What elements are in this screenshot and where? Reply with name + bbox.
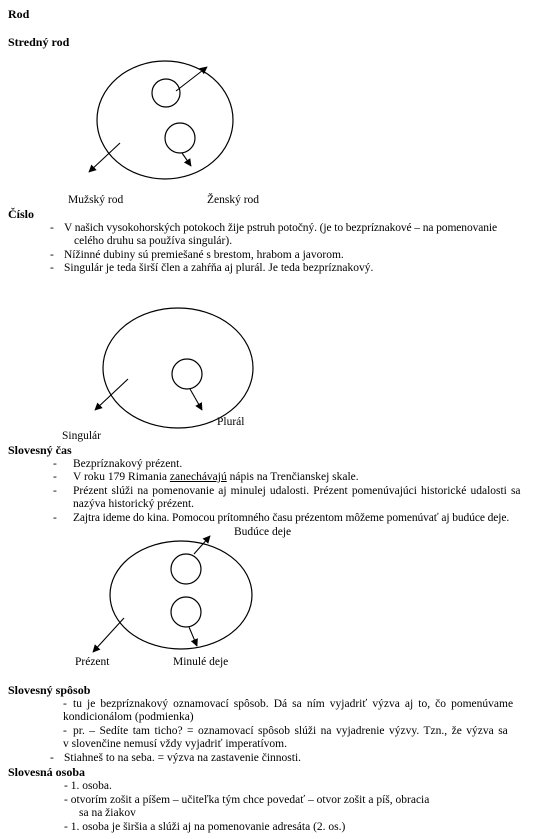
inner-circle-plural	[172, 359, 202, 389]
bullet-dash: -	[63, 698, 67, 710]
list-item: - otvorím zošit a píšem – učiteľka tým chce povedať – otvor zošit a píš, obracia	[64, 794, 430, 806]
list-item-text: V našich vysokohorských potokoch žije pstruh potočný. (je to bezpríznakové – na pomenovanie	[64, 222, 498, 234]
list-item-text: Singulár je teda širší člen a zahŕňa aj plurál. Je teda bezpríznakový.	[64, 262, 374, 274]
label-zensky-rod: Ženský rod	[207, 194, 260, 206]
arrow-upper-right	[176, 67, 207, 91]
section-heading-cislo: Číslo	[8, 207, 35, 221]
arrow-singular	[95, 379, 128, 410]
list-item-text: pr. – Sedíte tam ticho? = oznamovací spôsob slúži na vyjadrenie výzvy. Tzn., že výzva sa	[73, 725, 508, 737]
list-item: - 1. osoba je širšia a slúži aj na pomenovanie adresáta (2. os.)	[64, 821, 346, 833]
arrow-zensky-rod	[182, 153, 191, 166]
arrow-plural	[190, 389, 202, 410]
label-prezent: Prézent	[75, 656, 110, 668]
document-title: Rod	[8, 7, 30, 21]
label-buduce-deje: Budúce deje	[234, 526, 292, 538]
list-item-text: celého druhu sa používa singulár).	[74, 235, 233, 247]
list-item-text: Bezpríznakový prézent.	[73, 458, 183, 470]
inner-circle-minule	[171, 597, 201, 627]
list-item-text: v slovenčine nemusí vždy vyjadriť imperatívom.	[63, 738, 288, 750]
inner-circle-muzsky-rod	[152, 79, 180, 107]
label-muzsky-rod: Mužský rod	[68, 194, 124, 206]
list-item-text: kondicionálom (podmienka)	[63, 711, 194, 723]
outer-circle-cislo	[103, 308, 253, 428]
bullet-dash: -	[50, 262, 54, 274]
label-singular: Singulár	[62, 430, 101, 442]
arrow-prezent	[93, 618, 124, 652]
bullet-dash: -	[50, 752, 54, 764]
section-heading-slovesny-sposob: Slovesný spôsob	[8, 683, 91, 697]
inner-circle-buduce	[171, 554, 201, 584]
list-item-text: tu je bezpríznakový oznamovací spôsob. Dá sa ním vyjadriť výzva aj to, čo pomenúvame	[73, 698, 514, 710]
section-heading-slovesna-osoba: Slovesná osoba	[8, 765, 86, 779]
inner-circle-zensky-rod	[165, 123, 195, 153]
list-item-text: Zajtra ideme do kina. Pomocou prítomného času prézentom môžeme pomenúvať aj budúce deje.	[73, 512, 510, 524]
text-run: nápis na Trenčianskej skale.	[226, 471, 359, 483]
list-item-text: nazýva historický prézent.	[73, 498, 195, 510]
bullet-dash: -	[53, 471, 57, 483]
bullet-dash: -	[50, 249, 54, 261]
outer-circle-cas	[110, 541, 252, 649]
arrow-minule	[189, 627, 197, 646]
bullet-dash: -	[63, 725, 67, 737]
section-heading-stredny-rod: Stredný rod	[8, 35, 70, 49]
bullet-dash: -	[53, 512, 57, 524]
list-item: - 1. osoba.	[64, 780, 112, 792]
text-run: V roku 179 Rimania	[73, 471, 170, 483]
list-item-text	[73, 471, 359, 484]
list-item-text: Nížinné dubiny sú premiešané s brestom, hrabom a javorom.	[64, 249, 344, 261]
label-minule-deje: Minulé deje	[173, 656, 229, 668]
bullet-dash: -	[50, 222, 54, 234]
label-plural: Plurál	[217, 416, 245, 428]
list-item-text: Stiahneš to na seba. = výzva na zastavenie činnosti.	[64, 752, 302, 764]
section-heading-slovesny-cas: Slovesný čas	[8, 443, 72, 457]
list-item: sa na žiakov	[79, 807, 136, 819]
bullet-dash: -	[53, 458, 57, 470]
list-item-text: Prézent slúži na pomenovanie aj minulej udalosti. Prézent pomenúvajúci historické udalosti sa	[73, 485, 521, 497]
underlined-word: zanechávajú	[169, 471, 227, 483]
bullet-dash: -	[53, 485, 57, 497]
